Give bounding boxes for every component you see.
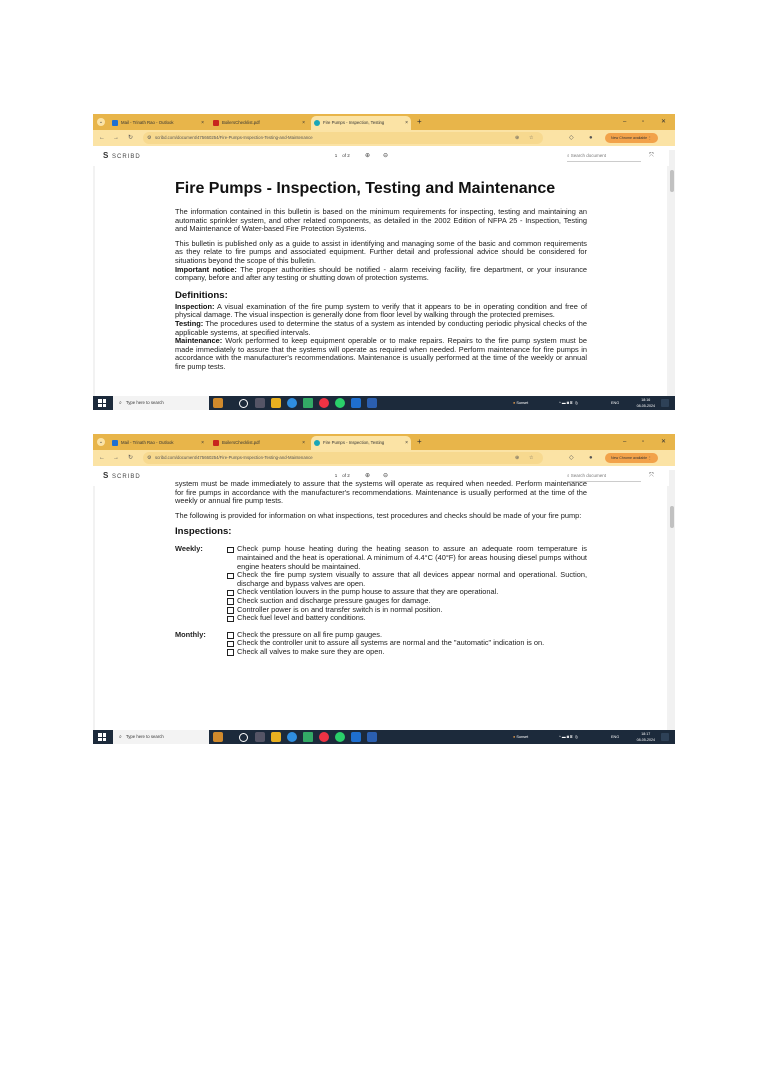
clock-date: 08-05-2024	[636, 404, 655, 408]
maximize-icon[interactable]: ▫	[642, 119, 645, 125]
sun-icon: ●	[513, 735, 516, 739]
scrollbar-thumb[interactable]	[670, 506, 674, 528]
checklist-item: Check pump house heating during the heating season to assure an adequate room temperature is maintained and the heat is operational. A minimum of 4.4°C (40°F) for areas housing diesel pumps without engine heaters should be maintained.	[227, 545, 587, 571]
site-info-icon[interactable]: ⚙	[147, 455, 152, 461]
minimize-icon[interactable]: –	[623, 119, 627, 125]
document-page	[95, 479, 667, 1086]
reload-icon[interactable]: ↻	[128, 455, 134, 461]
checklist-item: Check the fire pump system visually to assure that all devices appear normal and operational. Suction, discharge and bypass valves are open.	[227, 571, 587, 588]
extensions-icon[interactable]: ◇	[569, 135, 574, 141]
definitions-heading: Definitions:	[175, 289, 228, 301]
file-explorer-icon[interactable]	[271, 398, 281, 408]
page-number-input[interactable]: 1	[334, 473, 338, 478]
maximize-icon[interactable]: ▫	[642, 439, 645, 445]
tab-label: BoilersChecklist.pdf	[222, 120, 260, 125]
tab-fire-pumps[interactable]	[311, 116, 411, 130]
notification-icon[interactable]	[661, 733, 669, 741]
chrome-icon[interactable]	[319, 732, 329, 742]
def-label: Inspection:	[175, 301, 215, 311]
scrollbar[interactable]	[669, 470, 675, 742]
forward-icon[interactable]: →	[113, 135, 119, 141]
search-document-input[interactable]: ⌕ Search document	[567, 471, 641, 482]
new-chrome-available-button[interactable]: New Chrome available ⋮	[605, 453, 658, 463]
document-area	[93, 479, 669, 742]
taskbar-search-placeholder: Type here to search	[125, 400, 164, 405]
scrollbar[interactable]	[669, 150, 675, 408]
document-area	[93, 166, 669, 408]
back-icon[interactable]: ←	[99, 135, 105, 141]
weather-widget[interactable]	[513, 396, 528, 410]
weekly-section	[175, 545, 587, 622]
definition-inspection	[175, 303, 587, 320]
minimize-icon[interactable]: –	[623, 439, 627, 445]
checklist-item: Check fuel level and battery conditions.	[227, 614, 587, 623]
scribd-logo[interactable]	[103, 150, 141, 163]
search-placeholder: Search document	[570, 153, 607, 158]
scribd-icon	[314, 120, 320, 126]
search-icon: ⌕	[119, 400, 122, 406]
widgets-icon[interactable]	[255, 398, 265, 408]
page-total: of 2	[342, 153, 350, 158]
new-chrome-label: New Chrome available	[611, 136, 648, 140]
task-view-icon[interactable]	[239, 733, 248, 742]
windows-start-icon[interactable]	[98, 399, 106, 407]
weekly-checklist	[227, 545, 587, 622]
paragraph-intro: The information contained in this bulletin is based on the minimum requirements for inspecting, testing and maintaining an automatic sprinkler system, and other related components, as detailed in the 2002 Edition of NFPA 25 - Inspection, Testing and Maintenance of Water-based Fire Protection Systems.	[175, 207, 587, 234]
page-number-input[interactable]: 1	[334, 153, 338, 158]
checklist-item: Check the controller unit to assure all systems are normal and the "automatic" indication is on.	[227, 639, 587, 648]
windows-start-icon[interactable]	[98, 733, 106, 741]
monthly-section	[175, 631, 587, 657]
extensions-icon[interactable]: ◇	[569, 455, 574, 461]
clock-date: 08-05-2024	[636, 738, 655, 742]
windows-taskbar	[93, 396, 675, 410]
browser-screenshot-2	[93, 434, 675, 744]
outlook-taskbar-icon[interactable]	[351, 398, 361, 408]
def-text: The procedures used to determine the status of a system as intended by conducting periodic physical checks of the applicable systems, at specified intervals.	[175, 318, 587, 337]
pdf-icon	[213, 440, 219, 446]
paragraph-intro-inspections: The following is provided for information on what inspections, test procedures and checks should be made of your fire pump:	[175, 510, 582, 520]
checklist-item: Check the pressure on all fire pump gauges.	[227, 631, 587, 640]
paragraph-cut-off: system must be made immediately to assure that the systems will operate as required when needed. Perform maintenance for fire pumps in accordance with the manufacturer's recommendations. Maintenance is usually performed at the time of the weekly or annual fire pump tests.	[175, 479, 587, 506]
search-document-input[interactable]: ⌕ Search document	[567, 151, 641, 162]
address-toolbar	[93, 130, 675, 146]
url-text: scribd.com/document/475660254/Fire-Pumps-Inspection-Testing-and-Maintenance	[155, 455, 313, 460]
def-text: Work performed to keep equipment operable or to make repairs. Repairs to the fire pump system must be made immediately to assure that the systems will operate as required when needed. Perform maintenance for fire pumps in accordance with the manufacturer's recommendations. Maintenance is usually performed at the time of the weekly or annual fire pump tests.	[175, 336, 587, 371]
pdf-icon	[213, 120, 219, 126]
scribd-icon	[314, 440, 320, 446]
bookmark-star-icon[interactable]: ☆	[529, 135, 534, 141]
tab-label: Mail - Trinath Rao - Outlook	[121, 440, 174, 445]
scribd-logo[interactable]	[103, 470, 141, 483]
word-icon[interactable]	[367, 732, 377, 742]
document-content	[175, 178, 587, 372]
chrome-icon[interactable]	[319, 398, 329, 408]
store-icon[interactable]	[303, 732, 313, 742]
taskbar-search-placeholder: Type here to search	[125, 734, 164, 739]
zoom-in-icon[interactable]: ⊕	[365, 153, 371, 159]
def-label: Maintenance:	[175, 336, 223, 346]
word-icon[interactable]	[367, 398, 377, 408]
system-tray-icons[interactable]: ^ ▬ ◙ ⌸ ◁)	[559, 401, 578, 405]
paragraph-scope-text: This bulletin is published only as a guide to assist in identifying and managing some of the basic and common requirements as they relate to fire pumps and associated equipment. Further detail and professional advice should be considered for situations beyond the scope of this bulletin.	[175, 238, 587, 265]
weather-text: Sunset	[516, 735, 529, 739]
tab-search-icon[interactable]: ⌄	[98, 439, 104, 445]
address-toolbar	[93, 450, 675, 466]
profile-icon[interactable]: ●	[589, 455, 593, 461]
system-tray-icons[interactable]: ^ ▬ ◙ ⌸ ◁)	[559, 735, 578, 739]
install-icon[interactable]: ⊕	[515, 455, 520, 461]
new-tab-button[interactable]: +	[417, 437, 422, 446]
notification-icon[interactable]	[661, 399, 669, 407]
new-chrome-available-button[interactable]: New Chrome available ⋮	[605, 133, 658, 143]
tab-label: Fire Pumps - Inspection, Testing	[323, 120, 385, 125]
scribd-viewer-toolbar	[93, 146, 675, 166]
taskbar-search-input[interactable]	[113, 396, 209, 410]
tab-label: Mail - Trinath Rao - Outlook	[121, 120, 174, 125]
back-icon[interactable]: ←	[99, 455, 105, 461]
fullscreen-icon[interactable]: ⤧	[649, 473, 654, 479]
close-window-icon[interactable]: ✕	[661, 439, 667, 445]
clock-time: 18:17	[641, 732, 651, 736]
close-tab-icon[interactable]: ×	[201, 440, 204, 446]
install-icon[interactable]: ⊕	[515, 135, 520, 141]
url-text: scribd.com/document/475660254/Fire-Pumps-Inspection-Testing-and-Maintenance	[155, 135, 313, 140]
zoom-in-icon[interactable]: ⊕	[365, 473, 371, 479]
weekly-label: Weekly:	[175, 544, 203, 554]
tab-outlook[interactable]	[109, 436, 207, 450]
new-tab-button[interactable]: +	[417, 117, 422, 126]
language-indicator[interactable]: ENG	[611, 735, 620, 739]
def-label: Testing:	[175, 318, 204, 328]
document-title: Fire Pumps - Inspection, Testing and Maintenance	[175, 180, 556, 197]
search-icon: ⌕	[119, 734, 122, 740]
close-tab-icon[interactable]: ×	[405, 440, 408, 446]
weather-widget[interactable]	[513, 730, 528, 744]
edge-icon[interactable]	[287, 732, 297, 742]
tab-strip	[93, 434, 675, 450]
site-info-icon[interactable]: ⚙	[147, 135, 152, 141]
widgets-icon[interactable]	[255, 732, 265, 742]
page-total: of 2	[342, 473, 350, 478]
edge-icon[interactable]	[287, 398, 297, 408]
scribd-s-icon: S	[103, 471, 110, 480]
whatsapp-icon[interactable]	[335, 732, 345, 742]
file-explorer-icon[interactable]	[271, 732, 281, 742]
whatsapp-icon[interactable]	[335, 398, 345, 408]
page-indicator	[331, 150, 350, 162]
tab-fire-pumps[interactable]	[311, 436, 411, 450]
tab-outlook[interactable]	[109, 116, 207, 130]
tab-label: BoilersChecklist.pdf	[222, 440, 260, 445]
outlook-icon	[112, 120, 118, 126]
cortana-widget-icon[interactable]	[213, 732, 223, 742]
sun-icon: ●	[513, 401, 516, 405]
new-chrome-label: New Chrome available	[611, 456, 648, 460]
store-icon[interactable]	[303, 398, 313, 408]
scrollbar-thumb[interactable]	[670, 170, 674, 192]
clock-time: 18:16	[641, 398, 651, 402]
close-tab-icon[interactable]: ×	[201, 120, 204, 126]
outlook-icon	[112, 440, 118, 446]
definition-maintenance	[175, 337, 587, 371]
search-placeholder: Search document	[570, 473, 607, 478]
taskbar-clock[interactable]	[637, 731, 655, 743]
close-tab-icon[interactable]: ×	[302, 440, 305, 446]
checklist-item: Controller power is on and transfer switch is in normal position.	[227, 606, 587, 615]
checklist-item: Check ventilation louvers in the pump house to assure that they are operational.	[227, 588, 587, 597]
zoom-out-icon[interactable]: ⊖	[383, 153, 389, 159]
monthly-checklist	[227, 631, 587, 657]
task-view-icon[interactable]	[239, 399, 248, 408]
tab-boilers-pdf[interactable]	[210, 436, 308, 450]
address-bar[interactable]	[143, 132, 543, 144]
profile-icon[interactable]: ●	[589, 135, 593, 141]
bookmark-star-icon[interactable]: ☆	[529, 455, 534, 461]
tab-boilers-pdf[interactable]	[210, 116, 308, 130]
tab-search-icon[interactable]: ⌄	[98, 119, 104, 125]
monthly-label: Monthly:	[175, 629, 206, 639]
definition-testing	[175, 320, 587, 337]
document-content	[175, 480, 587, 663]
tab-strip	[93, 114, 675, 130]
fullscreen-icon[interactable]: ⤧	[649, 153, 654, 159]
close-window-icon[interactable]: ✕	[661, 119, 667, 125]
weather-text: Sunset	[516, 401, 529, 405]
taskbar-search-input[interactable]	[113, 730, 209, 744]
def-text: A visual examination of the fire pump system to verify that it appears to be in operating condition and free of physical damage. The visual inspection is generally done from floor level by walking through the protected premises.	[175, 301, 587, 320]
cortana-widget-icon[interactable]	[213, 398, 223, 408]
close-tab-icon[interactable]: ×	[405, 120, 408, 126]
close-tab-icon[interactable]: ×	[302, 120, 305, 126]
taskbar-clock[interactable]	[637, 397, 655, 409]
paragraph-scope	[175, 240, 587, 283]
language-indicator[interactable]: ENG	[611, 401, 620, 405]
forward-icon[interactable]: →	[113, 455, 119, 461]
zoom-out-icon[interactable]: ⊖	[383, 473, 389, 479]
browser-screenshot-1	[93, 114, 675, 410]
address-bar[interactable]	[143, 452, 543, 464]
reload-icon[interactable]: ↻	[128, 135, 134, 141]
inspections-heading: Inspections:	[175, 526, 232, 538]
tab-label: Fire Pumps - Inspection, Testing	[323, 440, 385, 445]
notice-label: Important notice:	[175, 264, 237, 274]
outlook-taskbar-icon[interactable]	[351, 732, 361, 742]
scribd-s-icon: S	[103, 151, 110, 160]
checklist-item: Check suction and discharge pressure gauges for damage.	[227, 597, 587, 606]
checklist-item: Check all valves to make sure they are open.	[227, 648, 587, 657]
notice-text: The proper authorities should be notified - alarm receiving facility, fire department, or your insurance company, before and after any testing or shutting down of protection systems.	[175, 264, 588, 283]
logo-text: SCRIBD	[112, 154, 141, 160]
logo-text: SCRIBD	[112, 474, 141, 480]
windows-taskbar	[93, 730, 675, 744]
